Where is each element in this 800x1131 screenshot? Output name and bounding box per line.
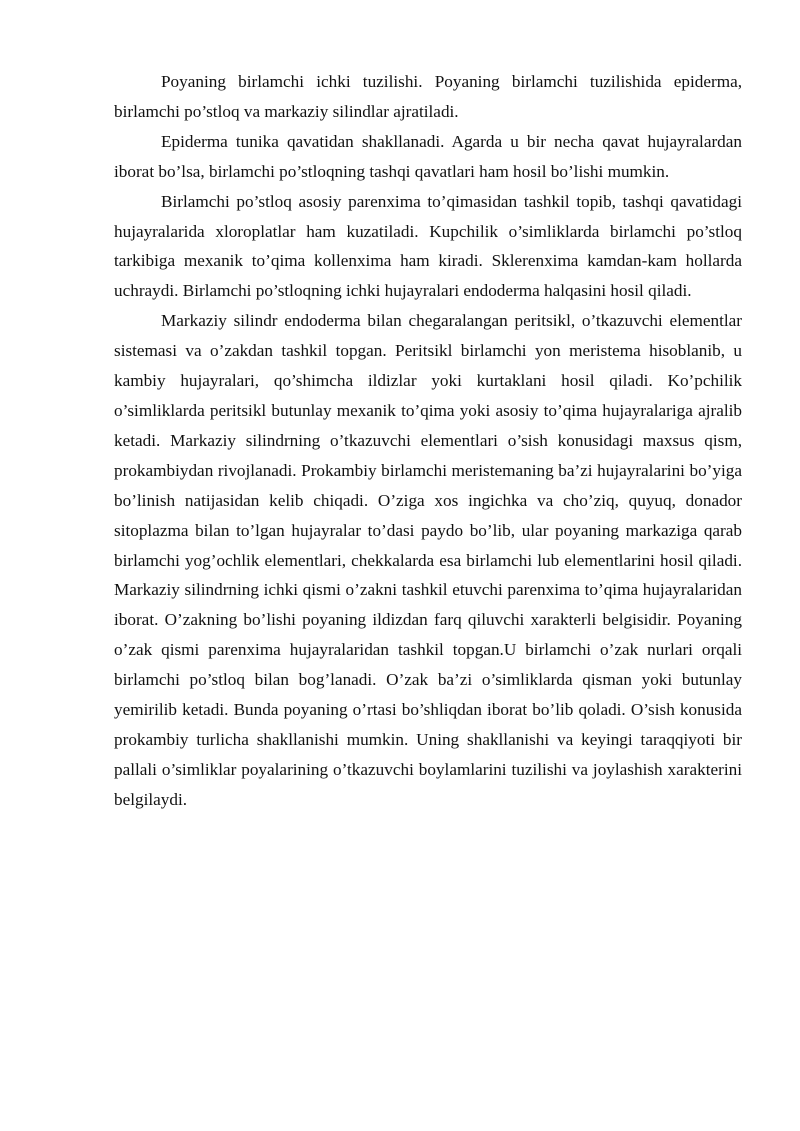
paragraph-primary-cortex: Birlamchi po’stloq asosiy parenxima to’qimasidan tashkil topib, tashqi qavatidagi hujayralarida xloroplatlar ham kuzatiladi. Kupchilik o’simliklarda birlamchi po’stloq tarkibiga mexanik to’qima kollenxima ham kiradi. Sklerenxima kamdan-kam hollarda uchraydi. Birlamchi po’stloqning ichki hujayralari endoderma halqasini hosil qiladi. [114, 191, 742, 301]
paragraph-central-cylinder: Markaziy silindr endoderma bilan chegaralangan peritsikl, o’tkazuvchi elementlar sistemasi va o’zakdan tashkil topgan. Peritsikl birlamchi yon meristema hisoblanib, u kambiy hujayralari, qo’shimcha ildizlar yoki kurtaklani hosil qiladi. Ko’pchilik o’simliklarda peritsikl butunlay mexanik to’qima yoki asosiy to’qima hujayralariga ajralib ketadi. Markaziy silindrning o’tkazuvchi elementlari o’sish konusidagi maxsus qism, prokambiydan rivojlanadi. Prokambiy birlamchi meristemaning ba’zi hujayralarini bo’yiga bo’linish natijasidan kelib chiqadi. O’ziga xos ingichka va cho’ziq, quyuq, donador sitoplazma bilan to’lgan hujayralar to’dasi paydo bo’lib, ular poyaning markaziga qarab birlamchi yog’ochlik elementlari, chekkalarda esa birlamchi lub elementlarini hosil qiladi. Markaziy silindrning ichki qismi o’zakni tashkil etuvchi parenxima to’qima hujayralaridan iborat. O’zakning bo’lishi poyaning ildizdan farq qiluvchi xarakterli belgisidir. Poyaning o’zak qismi parenxima hujayralaridan tashkil topgan.U birlamchi o’zak nurlari orqali birlamchi po’stloq bilan bog’lanadi. O’zak ba’zi o’simliklarda qisman yoki butunlay yemirilib ketadi. Bunda poyaning o’rtasi bo’shliqdan iborat bo’lib qoladi. O’sish konusida prokambiy turlicha shakllanishi mumkin. Uning shakllanishi va keyingi taraqqiyoti bir pallali o’simliklar poyalarining o’tkazuvchi boylamlarini tuzilishi va joylashish xarakterini belgilaydi. [114, 311, 742, 809]
document-page [114, 67, 742, 815]
paragraph-primary-structure: Poyaning birlamchi ichki tuzilishi. Poyaning birlamchi tuzilishida epiderma, birlamchi po’stloq va markaziy silindlar ajratiladi. [114, 72, 742, 121]
paragraph-epidermis: Epiderma tunika qavatidan shakllanadi. Agarda u bir necha qavat hujayralardan iborat bo’lsa, birlamchi po’stloqning tashqi qavatlari ham hosil bo’lishi mumkin. [114, 131, 742, 181]
